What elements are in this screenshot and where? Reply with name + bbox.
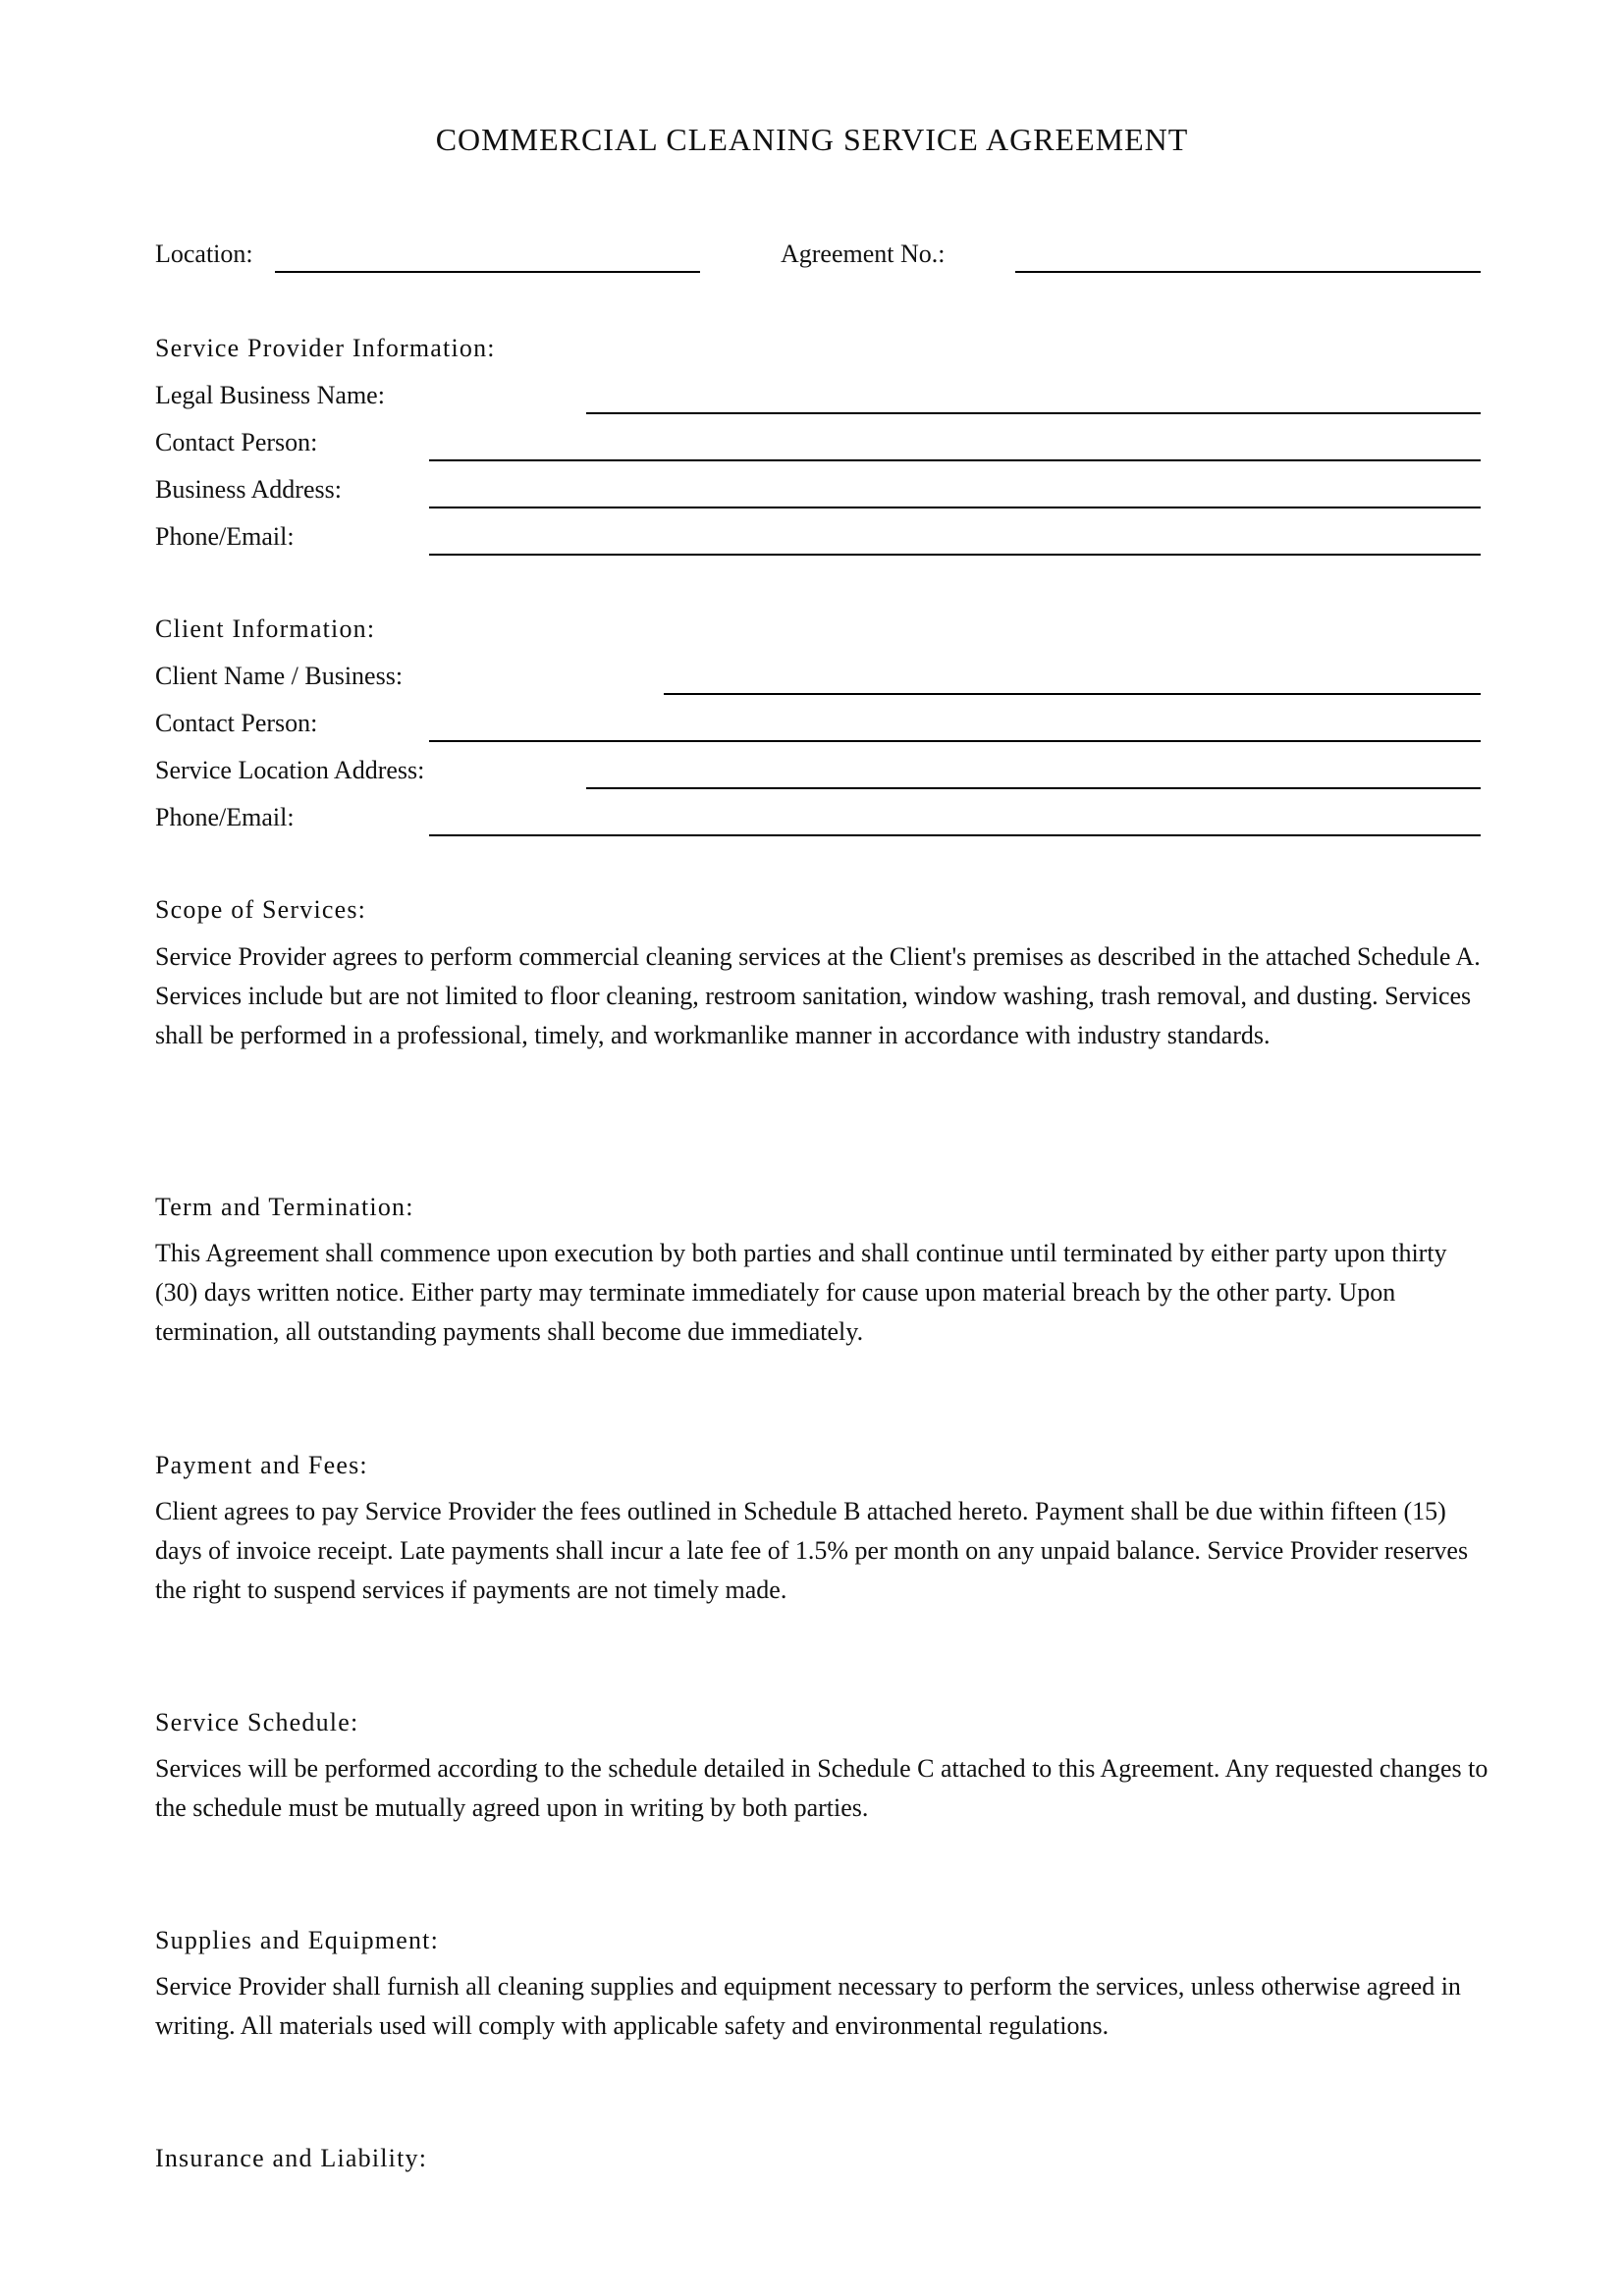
location-field[interactable] — [275, 271, 700, 273]
location-label: Location: — [155, 240, 253, 268]
service-location-address-label: Service Location Address: — [155, 756, 425, 784]
insurance-liability-heading: Insurance and Liability: — [155, 2144, 428, 2172]
agreement-no-label: Agreement No.: — [781, 240, 946, 268]
service-schedule-text: Services will be performed according to the schedule detailed in Schedule C attached to this Agreement. Any requested changes to the schedule must be mutually agreed upon in writing by both parties. — [155, 1754, 1489, 1822]
service-provider-heading: Service Provider Information: — [155, 334, 496, 362]
legal-business-name-label: Legal Business Name: — [155, 381, 385, 409]
legal-business-name-field[interactable] — [586, 412, 1481, 414]
service-schedule-heading: Service Schedule: — [155, 1708, 359, 1736]
payment-fees-text: Client agrees to pay Service Provider the fees outlined in Schedule B attached hereto. Payment shall be due within fifteen (15) days of invoice receipt. Late payments shall incur a late fee of 1.5% per month on any unpaid balance. Service Provider reserves the right to suspend services if payments are not timely made. — [155, 1497, 1469, 1604]
scope-of-services-heading: Scope of Services: — [155, 895, 367, 924]
service-location-address-field[interactable] — [586, 787, 1481, 789]
client-contact-person-label: Contact Person: — [155, 709, 318, 737]
provider-phone-email-field[interactable] — [429, 554, 1481, 556]
document-title: COMMERCIAL CLEANING SERVICE AGREEMENT — [435, 122, 1189, 157]
scope-of-services-text: Service Provider agrees to perform commercial cleaning services at the Client's premises as described in the attached Schedule A. Services include but are not limited to floor cleaning, restroom sanitation, window washing, trash removal, and dusting. Services shall be performed in a professional, timely, and workmanlike manner in accordance with industry standards. — [155, 942, 1481, 1049]
client-phone-email-field[interactable] — [429, 834, 1481, 836]
term-termination-text: This Agreement shall commence upon execution by both parties and shall continue until terminated by either party upon thirty (30) days written notice. Either party may terminate immediately for cause upon material breach by the other party. Upon termination, all outstanding payments shall become due immediately. — [155, 1239, 1447, 1346]
client-name-label: Client Name / Business: — [155, 662, 404, 690]
client-contact-person-field[interactable] — [429, 740, 1481, 742]
business-address-field[interactable] — [429, 507, 1481, 508]
business-address-label: Business Address: — [155, 475, 342, 504]
provider-contact-person-field[interactable] — [429, 459, 1481, 461]
term-termination-heading: Term and Termination: — [155, 1193, 414, 1221]
agreement-no-field[interactable] — [1015, 271, 1481, 273]
client-name-field[interactable] — [664, 693, 1481, 695]
client-phone-email-label: Phone/Email: — [155, 803, 295, 831]
provider-phone-email-label: Phone/Email: — [155, 522, 295, 551]
supplies-equipment-heading: Supplies and Equipment: — [155, 1926, 440, 1954]
payment-fees-heading: Payment and Fees: — [155, 1451, 368, 1479]
provider-contact-person-label: Contact Person: — [155, 428, 318, 456]
client-heading: Client Information: — [155, 614, 376, 643]
supplies-equipment-text: Service Provider shall furnish all cleaning supplies and equipment necessary to perform the services, unless otherwise agreed in writing. All materials used will comply with applicable safety and environmental regulations. — [155, 1972, 1461, 2040]
